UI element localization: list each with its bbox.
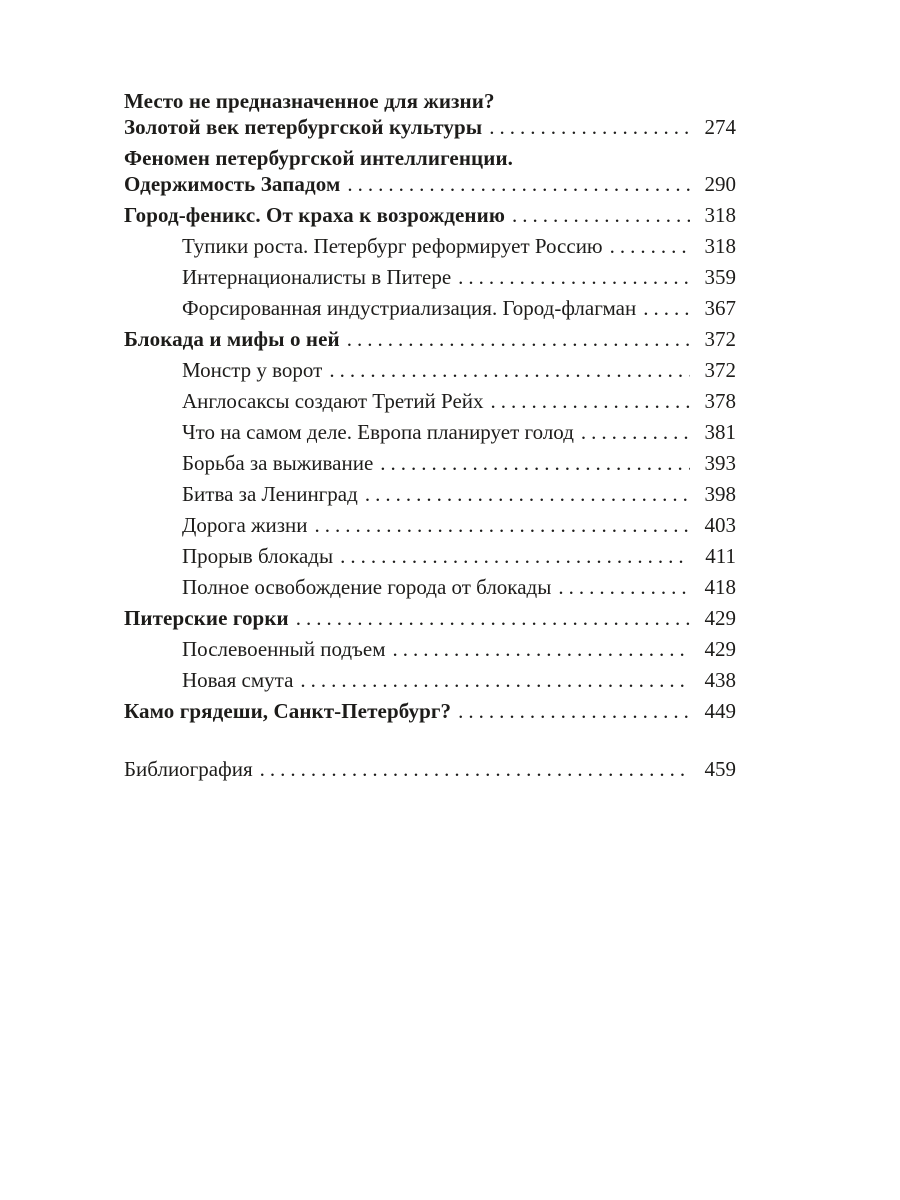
toc-entry [124, 295, 736, 321]
toc-line [124, 145, 736, 171]
toc-entry-title: Одержимость Западом [124, 172, 341, 196]
toc-line [124, 171, 736, 197]
toc-entry-title: Форсированная индустриализация. Город-флагман [182, 296, 637, 320]
toc-entry [124, 574, 736, 600]
toc-line [124, 756, 736, 782]
dot-leader [512, 202, 690, 228]
toc-entry-title: Тупики роста. Петербург реформирует Россию [182, 234, 603, 258]
toc-entry-title: Город-феникс. От краха к возрождению [124, 203, 505, 227]
toc-entry-title: Полное освобождение города от блокады [182, 575, 552, 599]
toc-line [124, 233, 736, 259]
toc-entry-title: Интернационалисты в Питере [182, 265, 452, 289]
page-number: 359 [704, 265, 736, 289]
dot-leader [458, 264, 690, 290]
toc-entry-title: Англосаксы создают Третий Рейх [182, 389, 484, 413]
page-number: 429 [704, 606, 736, 630]
dot-leader [329, 357, 690, 383]
dot-leader [260, 756, 690, 782]
dot-leader [296, 605, 690, 631]
dot-leader [458, 698, 690, 724]
dot-leader [393, 636, 690, 662]
toc-entry-title: Питерские горки [124, 606, 289, 630]
toc-entry-title: Прорыв блокады [182, 544, 334, 568]
toc-line [124, 667, 736, 693]
toc-line [124, 481, 736, 507]
page-number: 438 [704, 668, 736, 692]
dot-leader [380, 450, 690, 476]
toc-entry [124, 605, 736, 631]
toc-entry [124, 636, 736, 662]
dot-leader [489, 114, 690, 140]
toc-entry [124, 388, 736, 414]
toc-entry-title: Что на самом деле. Европа планирует голод [182, 420, 574, 444]
page-number: 459 [704, 757, 736, 781]
page-number: 381 [704, 420, 736, 444]
toc-line [124, 636, 736, 662]
toc-entry-title: Библиография [124, 757, 253, 781]
toc-entry [124, 357, 736, 383]
page-number: 372 [704, 327, 736, 351]
toc-entry-title: Послевоенный подъем [182, 637, 386, 661]
toc-line [124, 574, 736, 600]
toc-entry-title: Борьба за выживание [182, 451, 374, 475]
dot-leader [643, 295, 690, 321]
toc-line [124, 295, 736, 321]
toc-line [124, 264, 736, 290]
page-number: 290 [704, 172, 736, 196]
toc-entry-title: Камо грядеши, Санкт-Петербург? [124, 699, 452, 723]
toc-entry [124, 512, 736, 538]
toc-entry [124, 145, 736, 197]
page-number: 403 [704, 513, 736, 537]
toc-entry [124, 667, 736, 693]
dot-leader [581, 419, 690, 445]
toc-entry [124, 756, 736, 782]
page-number: 393 [704, 451, 736, 475]
toc-entry-title: Монстр у ворот [182, 358, 323, 382]
dot-leader [558, 574, 690, 600]
toc-entry [124, 88, 736, 140]
dot-leader [315, 512, 690, 538]
toc-entry-title: Новая смута [182, 668, 294, 692]
dot-leader [340, 543, 690, 569]
toc-entry [124, 481, 736, 507]
dot-leader [347, 326, 690, 352]
dot-leader [491, 388, 690, 414]
page-number: 418 [704, 575, 736, 599]
toc-entry-title: Феномен петербургской интеллигенции. [124, 146, 514, 170]
toc-line [124, 605, 736, 631]
toc-entry [124, 326, 736, 352]
page-number: 274 [704, 115, 736, 139]
toc-line [124, 202, 736, 228]
toc-line [124, 450, 736, 476]
toc-line [124, 512, 736, 538]
dot-leader [347, 171, 690, 197]
toc-line [124, 698, 736, 724]
page-number: 429 [704, 637, 736, 661]
toc-entry [124, 450, 736, 476]
toc-entry [124, 419, 736, 445]
toc-entry [124, 202, 736, 228]
dot-leader [610, 233, 690, 259]
toc-entry-title: Дорога жизни [182, 513, 308, 537]
toc-entry [124, 233, 736, 259]
toc-entry [124, 543, 736, 569]
page-number: 411 [705, 544, 736, 568]
toc-entry-title: Место не предназначенное для жизни? [124, 89, 495, 113]
toc-entry-title: Золотой век петербургской культуры [124, 115, 483, 139]
toc-entry [124, 264, 736, 290]
toc-line [124, 88, 736, 114]
toc-line [124, 114, 736, 140]
toc-line [124, 388, 736, 414]
page-number: 449 [704, 699, 736, 723]
toc-entry-title: Битва за Ленинград [182, 482, 358, 506]
toc-line [124, 419, 736, 445]
toc-list [124, 88, 736, 787]
toc-entry [124, 698, 736, 724]
page-number: 318 [704, 203, 736, 227]
page-number: 378 [704, 389, 736, 413]
page-number: 372 [704, 358, 736, 382]
toc-entry-title: Блокада и мифы о ней [124, 327, 340, 351]
toc-line [124, 357, 736, 383]
dot-leader [300, 667, 690, 693]
page-number: 398 [704, 482, 736, 506]
page-number: 367 [704, 296, 736, 320]
dot-leader [365, 481, 690, 507]
toc-line [124, 326, 736, 352]
toc-line [124, 543, 736, 569]
page-number: 318 [704, 234, 736, 258]
